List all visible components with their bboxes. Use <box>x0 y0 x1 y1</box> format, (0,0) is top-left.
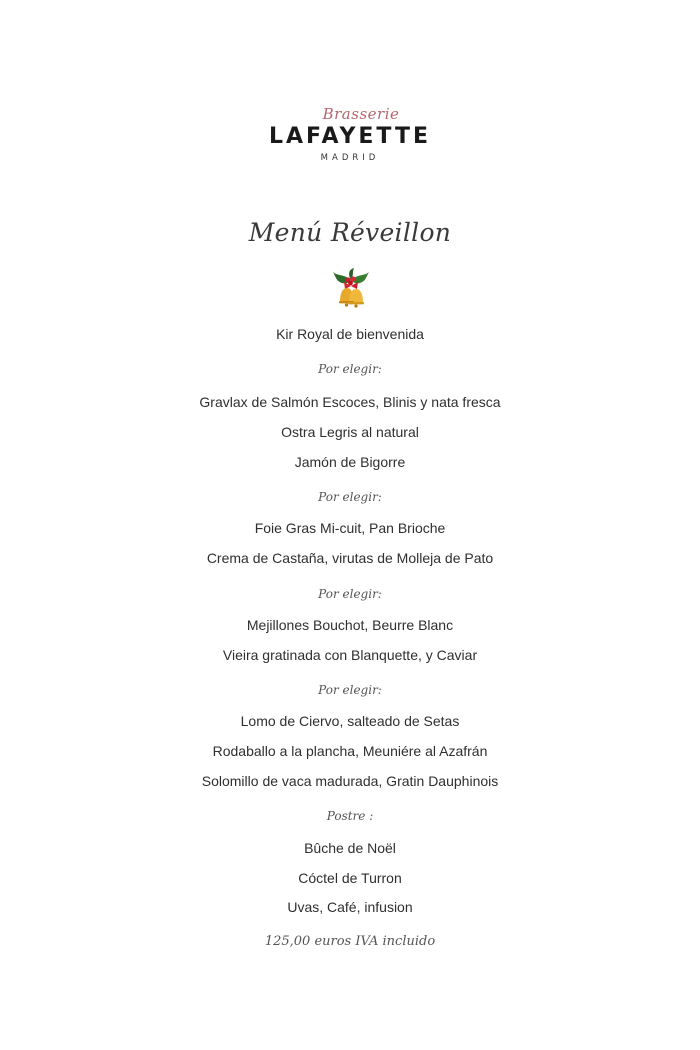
logo-script-text: Brasserie <box>322 105 400 123</box>
menu-item: Foie Gras Mi-cuit, Pan Brioche <box>254 520 446 536</box>
menu-title: Menú Réveillon <box>248 218 452 247</box>
course-heading: Por elegir: <box>318 683 382 697</box>
menu-item: Ostra Legris al natural <box>281 424 419 440</box>
menu-item: Uvas, Café, infusion <box>287 899 413 915</box>
menu-item: Vieira gratinada con Blanquette, y Caviar <box>222 647 478 663</box>
menu-item: Crema de Castaña, virutas de Molleja de Pato <box>206 550 494 566</box>
menu-item: Mejillones Bouchot, Beurre Blanc <box>246 617 454 633</box>
logo-city: MADRID <box>320 153 380 163</box>
course-heading: Por elegir: <box>318 587 382 601</box>
price-line: 125,00 euros IVA incluido <box>264 934 436 949</box>
menu-item: Rodaballo a la plancha, Meuniére al Azafrán <box>212 743 488 759</box>
menu-item: Bûche de Noël <box>304 840 396 856</box>
welcome-drink: Kir Royal de bienvenida <box>276 326 424 342</box>
menu-item: Jamón de Bigorre <box>294 454 406 470</box>
course-heading: Por elegir: <box>318 362 382 376</box>
menu-item: Gravlax de Salmón Escoces, Blinis y nata fresca <box>199 394 501 410</box>
menu-item: Cóctel de Turron <box>298 870 402 886</box>
logo-name: LAFAYETTE <box>269 124 431 149</box>
brand-logo <box>0 104 700 164</box>
course-heading: Por elegir: <box>318 490 382 504</box>
holly-bells-icon <box>330 268 372 310</box>
dessert-heading: Postre : <box>326 809 374 823</box>
menu-item: Lomo de Ciervo, salteado de Setas <box>240 713 460 729</box>
menu-item: Solomillo de vaca madurada, Gratin Dauphinois <box>201 773 499 789</box>
